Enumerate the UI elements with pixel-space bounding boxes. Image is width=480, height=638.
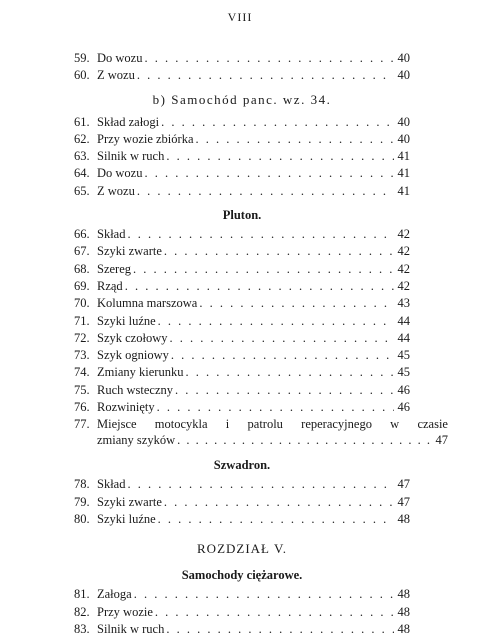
entry-title: Ruch wsteczny <box>97 382 174 397</box>
dot-leader <box>156 511 394 528</box>
entry-number: 66. <box>74 227 90 242</box>
entry-page: 42 <box>397 227 410 242</box>
toc-entry <box>74 278 410 295</box>
entry-page: 48 <box>397 587 410 602</box>
entry-page: 44 <box>397 330 410 345</box>
dot-leader <box>135 67 394 84</box>
entry-page: 43 <box>397 296 410 311</box>
dot-leader <box>153 604 394 621</box>
dot-leader <box>167 330 394 347</box>
entry-number: 81. <box>74 587 90 602</box>
dot-leader <box>194 131 395 148</box>
toc-entry <box>74 621 410 638</box>
entry-page: 47 <box>435 433 448 448</box>
toc-entry <box>74 347 410 364</box>
toc-entry <box>74 313 410 330</box>
entry-number: 83. <box>74 621 90 636</box>
entry-title: Szyki zwarte <box>97 494 162 509</box>
entry-number: 72. <box>74 330 90 345</box>
toc-entry <box>74 476 410 493</box>
toc-entry <box>74 364 410 381</box>
entry-title: Silnik w ruch <box>97 149 165 164</box>
entry-number: 78. <box>74 477 90 492</box>
entry-number: 70. <box>74 296 90 311</box>
entry-title: Przy wozie <box>97 604 153 619</box>
entry-page: 41 <box>397 183 410 198</box>
dot-leader <box>132 586 394 603</box>
entry-title: Szyki luźne <box>97 511 156 526</box>
entry-number: 65. <box>74 183 90 198</box>
dot-leader <box>175 432 432 448</box>
entry-title: Szyki luźne <box>97 313 156 328</box>
dot-leader <box>162 494 394 511</box>
dot-leader <box>164 621 394 638</box>
entry-number: 62. <box>74 131 90 146</box>
entry-page: 42 <box>397 244 410 259</box>
entry-page: 46 <box>397 382 410 397</box>
entry-page: 48 <box>397 604 410 619</box>
dot-leader <box>164 148 394 165</box>
section-heading-pluton: Pluton. <box>222 208 262 223</box>
entry-title: Skład <box>97 477 126 492</box>
dot-leader <box>155 399 394 416</box>
entry-number: 64. <box>74 166 90 181</box>
section-heading-szwadron: Szwadron. <box>213 458 271 473</box>
entry-page: 41 <box>397 166 410 181</box>
entry-title-line1: Miejsce motocykla i patrolu reperacyjnego w czasie <box>97 417 448 432</box>
page-number: VIII <box>227 10 253 24</box>
entry-body <box>94 416 448 448</box>
toc-entry <box>74 330 410 347</box>
dot-leader <box>123 278 394 295</box>
entry-page: 44 <box>397 313 410 328</box>
entry-page: 40 <box>397 51 410 65</box>
entry-page: 48 <box>397 621 410 636</box>
dot-leader <box>125 226 394 243</box>
entry-title: Skład załogi <box>97 114 160 129</box>
section-heading-samochody-ciezarowe: Samochody ciężarowe. <box>181 568 303 583</box>
toc-entry <box>74 131 410 148</box>
toc-entry <box>74 243 410 260</box>
toc-entry <box>74 226 410 243</box>
entry-title-line2-row <box>97 432 448 448</box>
entry-title-line2: zmiany szyków <box>97 433 176 448</box>
entry-title: Z wozu <box>97 183 135 198</box>
toc-entry <box>74 148 410 165</box>
entry-page: 40 <box>397 68 410 83</box>
entry-number: 60. <box>74 68 90 83</box>
toc-entry <box>74 183 410 200</box>
toc-entry <box>74 511 410 528</box>
entry-number: 82. <box>74 604 90 619</box>
dot-leader <box>183 364 394 381</box>
entry-page: 45 <box>397 348 410 363</box>
entry-title: Silnik w ruch <box>97 621 165 636</box>
entry-page: 41 <box>397 149 410 164</box>
entry-number: 68. <box>74 261 90 276</box>
dot-leader <box>169 347 394 364</box>
entry-number: 80. <box>74 511 90 526</box>
dot-leader <box>142 50 394 67</box>
entry-title: Do wozu <box>97 51 143 65</box>
entry-number: 79. <box>74 494 90 509</box>
entry-title: Przy wozie zbiórka <box>97 131 194 146</box>
entry-title: Kolumna marszowa <box>97 296 198 311</box>
dot-leader <box>173 382 394 399</box>
toc-entry <box>74 399 410 416</box>
entry-number: 63. <box>74 149 90 164</box>
dot-leader <box>142 165 394 182</box>
toc-entry <box>74 50 410 67</box>
dot-leader <box>159 114 394 131</box>
table-of-contents <box>74 50 448 638</box>
toc-entry <box>74 261 410 278</box>
toc-entry <box>74 165 410 182</box>
toc-entry <box>74 295 410 312</box>
entry-page: 48 <box>397 511 410 526</box>
entry-number: 77. <box>74 417 90 432</box>
entry-page: 42 <box>397 261 410 276</box>
dot-leader <box>162 243 394 260</box>
dot-leader <box>125 476 394 493</box>
entry-title: Z wozu <box>97 68 135 83</box>
dot-leader <box>197 295 394 312</box>
entry-page: 47 <box>397 477 410 492</box>
section-heading-samochod-panc: b) Samochód panc. wz. 34. <box>152 91 332 107</box>
entry-number: 73. <box>74 348 90 363</box>
dot-leader <box>156 313 394 330</box>
dot-leader <box>131 261 394 278</box>
entry-number: 67. <box>74 244 90 259</box>
entry-title: Szyk czołowy <box>97 330 168 345</box>
entry-number: 59. <box>74 51 90 65</box>
toc-entry-multiline <box>74 416 448 450</box>
entry-title: Szyk ogniowy <box>97 348 169 363</box>
toc-entry <box>74 586 410 603</box>
toc-entry <box>74 494 410 511</box>
entry-page: 46 <box>397 400 410 415</box>
entry-page: 42 <box>397 278 410 293</box>
entry-title: Szyki zwarte <box>97 244 162 259</box>
toc-entry <box>74 67 410 84</box>
entry-number: 69. <box>74 278 90 293</box>
toc-entry <box>74 604 410 621</box>
entry-title: Rozwinięty <box>97 400 155 415</box>
chapter-heading: ROZDZIAŁ V. <box>197 541 287 557</box>
entry-title: Szereg <box>97 261 132 276</box>
entry-page: 40 <box>397 114 410 129</box>
toc-entry <box>74 114 410 131</box>
entry-number: 76. <box>74 400 90 415</box>
entry-title: Do wozu <box>97 166 143 181</box>
entry-number: 74. <box>74 365 90 380</box>
entry-title: Skład <box>97 227 126 242</box>
entry-number: 71. <box>74 313 90 328</box>
entry-number: 61. <box>74 114 90 129</box>
entry-page: 45 <box>397 365 410 380</box>
entry-title: Rząd <box>97 278 123 293</box>
entry-page: 40 <box>397 131 410 146</box>
entry-number: 75. <box>74 382 90 397</box>
entry-title: Zmiany kierunku <box>97 365 184 380</box>
entry-title: Załoga <box>97 587 132 602</box>
toc-entry <box>74 382 410 399</box>
entry-page: 47 <box>397 494 410 509</box>
dot-leader <box>135 183 394 200</box>
